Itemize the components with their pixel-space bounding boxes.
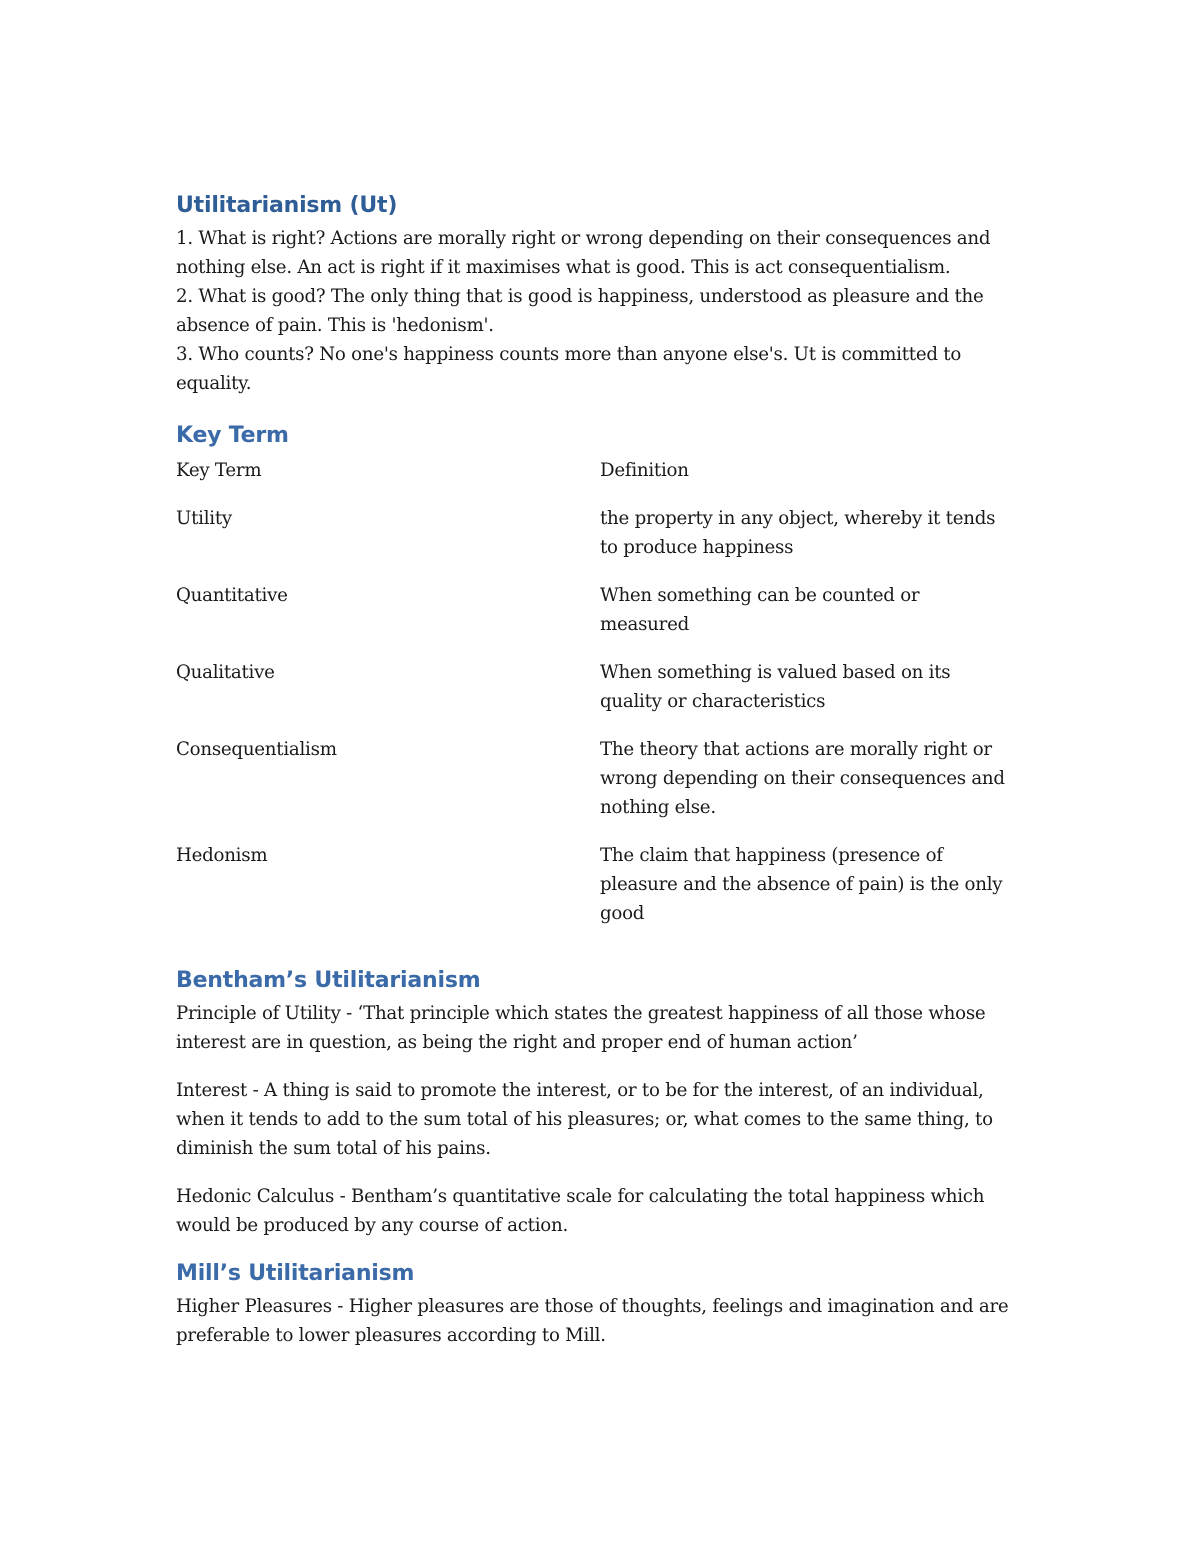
term-cell: Consequentialism	[176, 739, 337, 760]
heading-mill: Mill’s Utilitarianism	[176, 1261, 415, 1286]
table-row	[176, 658, 1026, 716]
table-header-row	[176, 456, 1026, 485]
table-row	[176, 504, 1026, 562]
definition-cell: The claim that happiness (presence of pleasure and the absence of pain) is the only good	[600, 845, 1003, 924]
definition-cell: The theory that actions are morally right or wrong depending on their consequences and nothing else.	[600, 739, 1005, 818]
point-who-counts: 3. Who counts? No one's happiness counts more than anyone else's. Ut is committed to equality.	[176, 344, 962, 394]
document-page	[176, 190, 1026, 1350]
term-cell: Qualitative	[176, 662, 275, 683]
higher-pleasures-paragraph: Higher Pleasures - Higher pleasures are those of thoughts, feelings and imagination and are preferable to lower pleasures according to Mill.	[176, 1296, 1009, 1346]
key-term-table	[176, 456, 1026, 928]
definition-cell: the property in any object, whereby it tends to produce happiness	[600, 508, 996, 558]
term-cell: Utility	[176, 508, 232, 529]
utilitarianism-points	[176, 224, 1026, 398]
table-row	[176, 735, 1026, 822]
heading-utilitarianism: Utilitarianism (Ut)	[176, 193, 398, 218]
table-header-definition: Definition	[600, 460, 689, 481]
table-row	[176, 841, 1026, 928]
heading-key-term: Key Term	[176, 423, 289, 448]
point-what-is-right: 1. What is right? Actions are morally right or wrong depending on their consequences and nothing else. An act is right if it maximises what is good. This is act consequentialism.	[176, 228, 991, 278]
term-cell: Hedonism	[176, 845, 268, 866]
interest-paragraph: Interest - A thing is said to promote the interest, or to be for the interest, of an individual, when it tends to add to the sum total of his pleasures; or, what comes to the same thing, to diminish the sum total of his pains.	[176, 1080, 993, 1159]
definition-cell: When something can be counted or measured	[600, 585, 920, 635]
hedonic-calculus-paragraph: Hedonic Calculus - Bentham’s quantitative scale for calculating the total happiness which would be produced by any course of action.	[176, 1186, 985, 1236]
definition-cell: When something is valued based on its quality or characteristics	[600, 662, 951, 712]
point-what-is-good: 2. What is good? The only thing that is good is happiness, understood as pleasure and the absence of pain. This is 'hedonism'.	[176, 286, 984, 336]
heading-bentham: Bentham’s Utilitarianism	[176, 968, 481, 993]
table-row	[176, 581, 1026, 639]
principle-of-utility-paragraph: Principle of Utility - ‘That principle which states the greatest happiness of all those whose interest are in question, as being the right and proper end of human action’	[176, 1003, 986, 1053]
table-header-term: Key Term	[176, 460, 262, 481]
term-cell: Quantitative	[176, 585, 288, 606]
